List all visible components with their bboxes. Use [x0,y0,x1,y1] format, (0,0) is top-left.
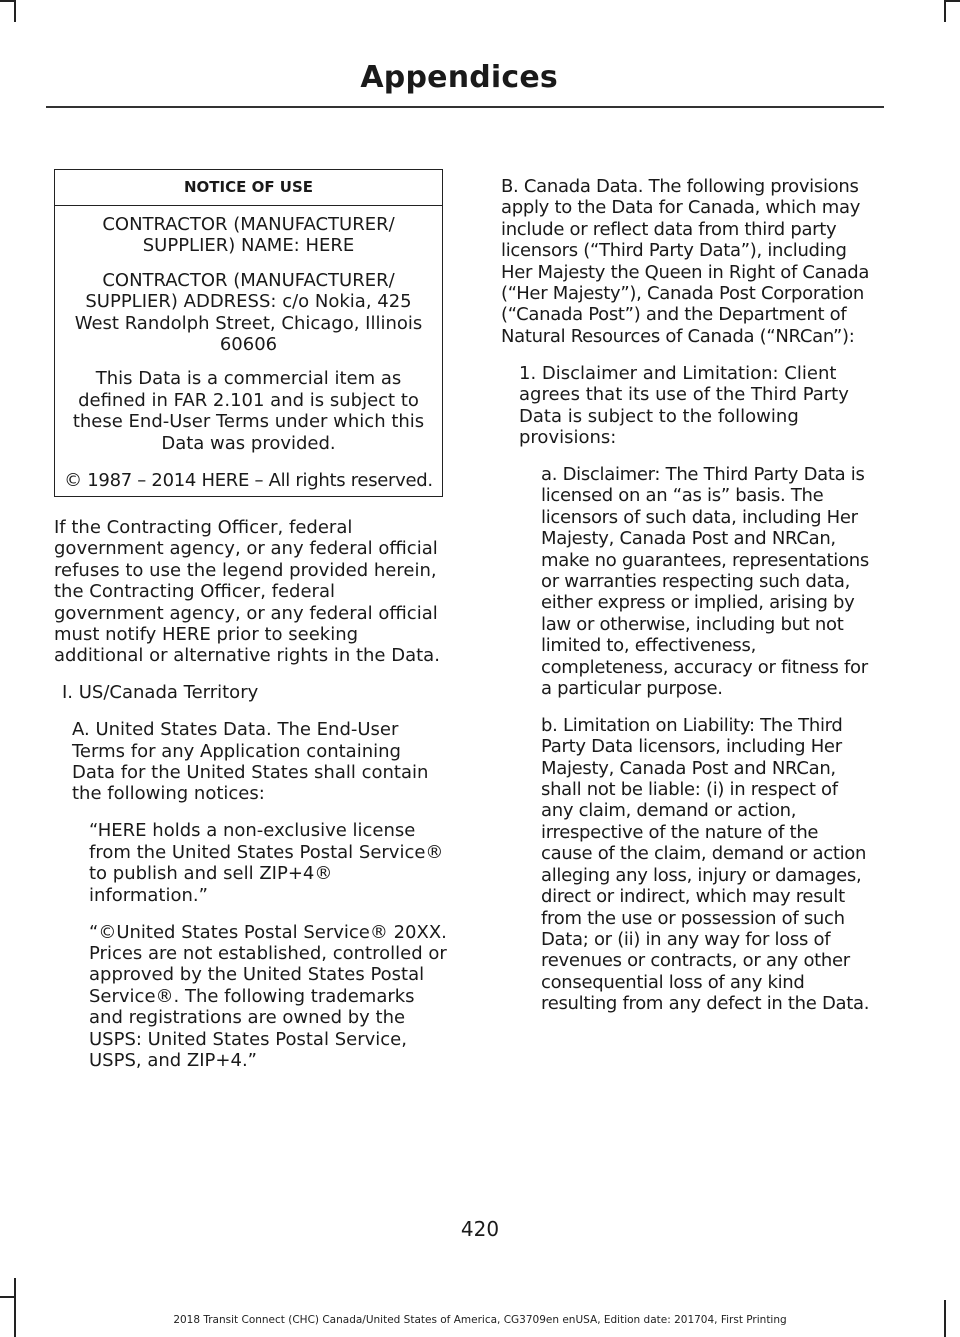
crop-mark [0,1296,14,1298]
crop-mark [14,1278,16,1337]
left-column [54,517,449,1071]
crop-mark [14,0,16,22]
notice-of-use-box [54,169,443,497]
territory-heading: I. US/Canada Territory [62,682,259,704]
zip-license-quote: “HERE holds a non-exclusive license from the United States Postal Service® to publish and sell ZIP+4® information.” [89,820,444,906]
copyright-notice: © 1987 – 2014 HERE – All rights reserved. [64,470,433,492]
commercial-item-statement: This Data is a commercial item as defined in FAR 2.101 and is subject to these End-User Terms under which this Data was provided. [72,368,425,454]
contractor-name: CONTRACTOR (MANUFACTURER/ SUPPLIER) NAME: HERE [102,214,395,257]
usps-trademark-quote: “©United States Postal Service® 20XX. Prices are not established, controlled or approved by the United States Postal Service®. The following trademarks and registrations are owned by the USPS: United States Postal Service, USPS, and ZIP+4.” [89,921,447,1071]
crop-mark [0,0,14,2]
us-data-paragraph: A. United States Data. The End-User Terms for any Application containing Data for the United States shall contain the following notices: [72,719,429,805]
disclaimer-paragraph: a. Disclaimer: The Third Party Data is licensed on an “as is” basis. The licensors of such data, including Her Majesty, Canada Post and NRCan, make no guarantees, representations or warranties respecting such data, either express or implied, arising by law or otherwise, including but not limited to, effectiveness, completeness, accuracy or fitness for a particular purpose. [541,463,869,699]
notice-heading: NOTICE OF USE [55,170,442,206]
contracting-officer-paragraph: If the Contracting Officer, federal government agency, or any federal official refuses to use the legend provided herein, the Contracting Officer, federal government agency, or any federal official must notify HERE prior to seeking additional or alternative rights in the Data. [54,517,440,667]
footer-edition-info: 2018 Transit Connect (CHC) Canada/United States of America, CG3709en enUSA, Edition date: 201704, First Printing [173,1314,787,1326]
canada-data-paragraph: B. Canada Data. The following provisions apply to the Data for Canada, which may include or reflect data from third party licensors (“Third Party Data”), including Her Majesty the Queen in Right of Canada (“Her Majesty”), Canada Post Corporation (“Canada Post”) and the Department of Natural Resources of Canada (“NRCan”): [501,176,870,347]
page-title: Appendices [360,60,558,95]
header-divider [46,106,884,108]
crop-mark [944,0,960,2]
disclaimer-limitation-paragraph: 1. Disclaimer and Limitation: Client agrees that its use of the Third Party Data is subject to the following provisions: [519,362,849,448]
liability-paragraph: b. Limitation on Liability: The Third Party Data licensors, including Her Majesty, Canada Post and NRCan, shall not be liable: (i) in respect of any claim, demand or action, irrespective of the nature of the cause of the claim, demand or action alleging any loss, injury or damages, direct or indirect, which may result from the use or possession of such Data; or (ii) in any way for loss of revenues or contracts, or any other consequential loss of any kind resulting from any defect in the Data. [541,714,870,1015]
right-column [501,176,873,1015]
contractor-address: CONTRACTOR (MANUFACTURER/ SUPPLIER) ADDRESS: c/o Nokia, 425 West Randolph Street, Chicago, Illinois 60606 [74,269,423,356]
page-number: 420 [460,1217,500,1241]
crop-mark [944,0,946,22]
notice-body [55,214,442,491]
